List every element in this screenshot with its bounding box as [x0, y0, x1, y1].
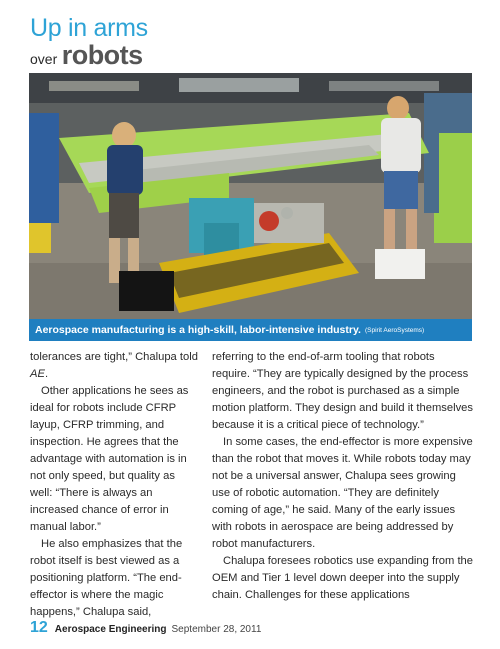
paragraph: referring to the end-of-arm tooling that robots require. “They are typically designed by the process engineers, and the robot is purchased as a simple motion platform. They design and build it themselves because it is a critical piece of technology.” — [212, 351, 473, 431]
publication-name: Aerospace Engineering — [54, 624, 167, 635]
body-column-left — [30, 349, 200, 621]
paragraph: Other applications he sees as ideal for robots include CFRP layup, CFRP trimming, and inspection. He agrees that the advantage with automation is in not only speed, but quality as well: “There is always an increased chance of error in manual labor.” — [30, 385, 189, 533]
headline-line1: Up in arms — [30, 14, 148, 42]
magazine-abbrev: AE — [30, 368, 45, 380]
page-number: 12 — [30, 619, 48, 636]
photo-caption — [29, 319, 472, 341]
paragraph: In some cases, the end-effector is more expensive than the robot that moves it. While robots today may not be a universal answer, Chalupa sees growing use of robotic automation. “They are definitely coming of age,” he said. Many of the early issues with robots in aerospace are being addressed by robot manufacturers. — [212, 436, 473, 550]
body-column-right — [212, 349, 474, 604]
photo-caption-text: Aerospace manufacturing is a high-skill, labor-intensive industry. — [35, 324, 361, 336]
headline-line2 — [30, 42, 148, 69]
headline-over: over — [30, 51, 58, 67]
factory-photo — [29, 73, 472, 341]
factory-photo-illustration — [29, 73, 472, 341]
headline — [30, 16, 148, 69]
paragraph: Chalupa foresees robotics use expanding from the OEM and Tier 1 level down deeper into the supply chain. Challenges for these applications — [212, 555, 474, 601]
issue-date: September 28, 2011 — [171, 624, 262, 635]
headline-robots: robots — [61, 40, 143, 70]
paragraph: tolerances are tight,” Chalupa told AE. — [30, 351, 198, 380]
photo-credit: (Spirit AeroSystems) — [364, 326, 425, 334]
page-footer — [30, 619, 261, 637]
paragraph: He also emphasizes that the robot itself is best viewed as a positioning platform. “The end-effector is where the magic happens,” Chalupa said, — [30, 538, 183, 618]
